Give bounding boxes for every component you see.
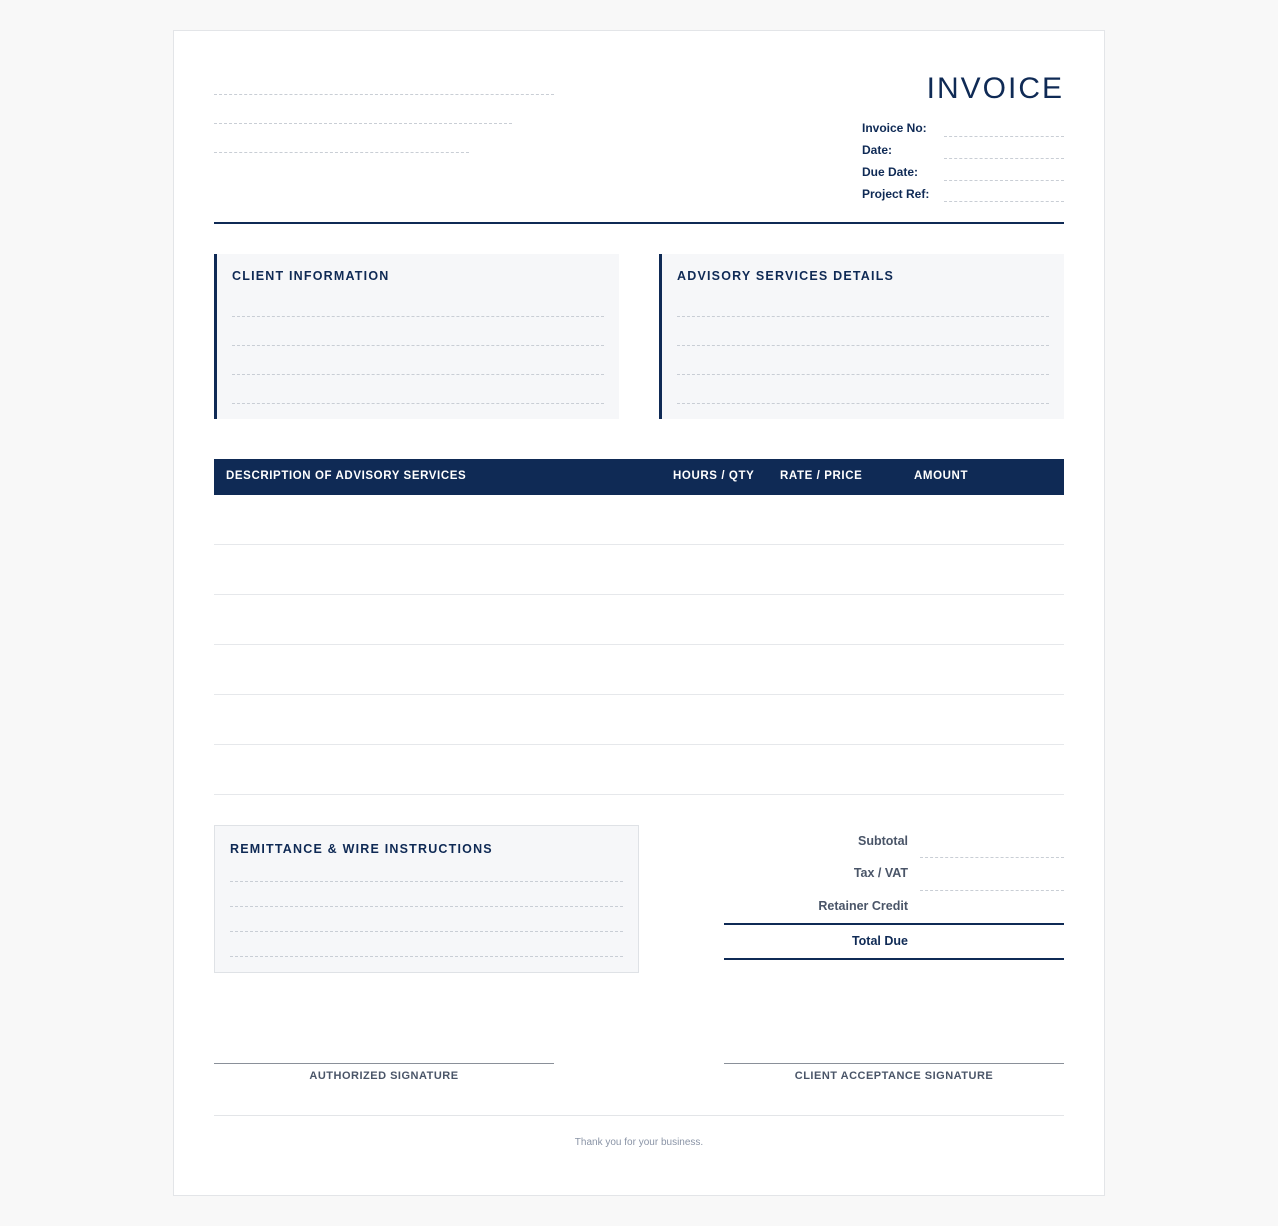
- advisory-detail-line[interactable]: [677, 316, 1049, 317]
- table-row[interactable]: [214, 644, 1064, 645]
- project-ref-label: Project Ref:: [862, 187, 930, 201]
- table-row[interactable]: [214, 694, 1064, 695]
- company-contact-line[interactable]: [214, 152, 469, 153]
- subtotal-field[interactable]: [920, 857, 1064, 858]
- footer-divider: [214, 1115, 1064, 1116]
- date-label: Date:: [862, 143, 893, 157]
- client-information-title: CLIENT INFORMATION: [232, 269, 390, 283]
- advisory-detail-line[interactable]: [677, 374, 1049, 375]
- client-signature-line[interactable]: [724, 1063, 1064, 1064]
- client-information-box: [214, 254, 619, 419]
- table-row[interactable]: [214, 744, 1064, 745]
- client-signature-label: CLIENT ACCEPTANCE SIGNATURE: [794, 1070, 994, 1082]
- project-ref-field[interactable]: [944, 201, 1064, 202]
- date-field[interactable]: [944, 158, 1064, 159]
- column-rate-price: RATE / PRICE: [780, 470, 863, 482]
- subtotal-label: Subtotal: [858, 834, 908, 848]
- remittance-title: REMITTANCE & WIRE INSTRUCTIONS: [230, 842, 493, 856]
- remittance-line[interactable]: [230, 931, 623, 932]
- total-due-label: Total Due: [851, 934, 908, 948]
- authorized-signature-line[interactable]: [214, 1063, 554, 1064]
- table-row[interactable]: [214, 794, 1064, 795]
- remittance-box: [214, 825, 639, 973]
- tax-vat-field[interactable]: [920, 890, 1064, 891]
- client-info-line[interactable]: [232, 316, 604, 317]
- advisory-detail-line[interactable]: [677, 403, 1049, 404]
- advisory-services-details-box: [659, 254, 1064, 419]
- table-row[interactable]: [214, 594, 1064, 595]
- footer-text: Thank you for your business.: [574, 1137, 704, 1148]
- retainer-credit-label: Retainer Credit: [818, 899, 908, 913]
- invoice-no-field[interactable]: [944, 136, 1064, 137]
- table-row[interactable]: [214, 544, 1064, 545]
- invoice-title: INVOICE: [926, 72, 1064, 105]
- authorized-signature-label: AUTHORIZED SIGNATURE: [309, 1070, 459, 1082]
- remittance-line[interactable]: [230, 956, 623, 957]
- column-amount: AMOUNT: [914, 470, 969, 482]
- due-date-field[interactable]: [944, 180, 1064, 181]
- advisory-detail-line[interactable]: [677, 345, 1049, 346]
- company-name-line[interactable]: [214, 94, 554, 95]
- total-due-top-rule: [724, 923, 1064, 925]
- client-info-line[interactable]: [232, 403, 604, 404]
- invoice-no-label: Invoice No:: [862, 121, 927, 135]
- total-due-bottom-rule: [724, 958, 1064, 960]
- advisory-services-details-title: ADVISORY SERVICES DETAILS: [677, 269, 895, 283]
- remittance-line[interactable]: [230, 881, 623, 882]
- column-description: DESCRIPTION OF ADVISORY SERVICES: [226, 470, 467, 482]
- due-date-label: Due Date:: [862, 165, 919, 179]
- services-table-header: [214, 459, 1064, 495]
- column-hours-qty: HOURS / QTY: [673, 470, 755, 482]
- remittance-line[interactable]: [230, 906, 623, 907]
- header-divider: [214, 222, 1064, 224]
- tax-vat-label: Tax / VAT: [853, 866, 908, 880]
- invoice-page: [173, 30, 1105, 1196]
- client-info-line[interactable]: [232, 345, 604, 346]
- company-address-line[interactable]: [214, 123, 512, 124]
- client-info-line[interactable]: [232, 374, 604, 375]
